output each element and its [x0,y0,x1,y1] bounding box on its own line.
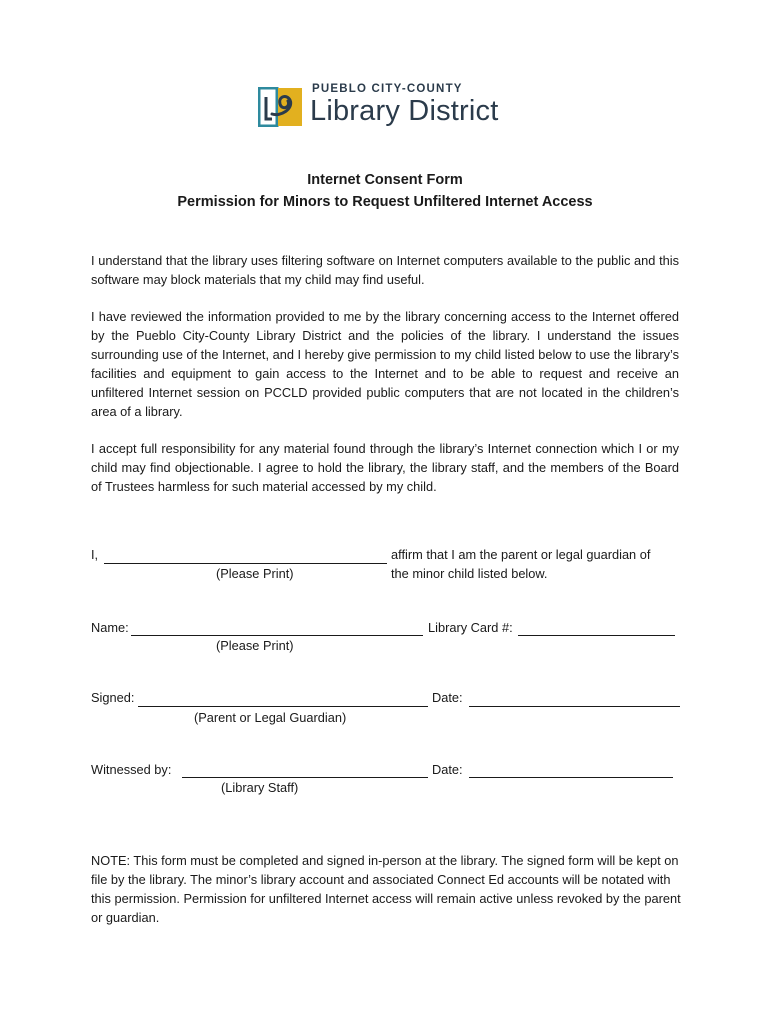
logo-text-main: Library District [310,95,499,127]
paragraph-responsibility: I accept full responsibility for any material found through the library’s Internet connection which I or my child may find objectionable. I agree to hold the library, the library staff, and the members of the Board of Trustees harmless for such material accessed by my child. [91,441,679,494]
affirm-prefix: I, [91,547,99,562]
library-card-field[interactable] [518,635,675,636]
note-paragraph: NOTE: This form must be completed and signed in-person at the library. The signed form will be kept on file by the library. The minor’s library account and associated Connect Ed accounts will be notated with this permission. Permission for unfiltered Internet access will remain active unless revoked by the parent or guardian. [91,853,681,925]
guardian-name-caption: (Please Print) [216,566,294,581]
witnessed-label: Witnessed by: [91,762,172,777]
affirm-text-line1: affirm that I am the parent or legal guardian of [391,547,651,562]
staff-signature-field[interactable] [182,777,428,778]
guardian-name-field[interactable] [104,563,387,564]
form-title: Internet Consent Form [307,172,463,188]
guardian-signature-caption: (Parent or Legal Guardian) [194,710,347,725]
library-logo-icon [258,87,304,127]
library-logo [258,83,528,133]
signed-date-label: Date: [432,690,463,705]
signed-date-field[interactable] [469,706,680,707]
staff-signature-caption: (Library Staff) [221,780,299,795]
paragraph-permission: I have reviewed the information provided to me by the library concerning access to the Internet offered by the Pueblo City-County Library District and the policies of the library. I understand the issues surrounding use of the Internet, and I hereby give permission to my child listed below to use the library’s facilities and equipment to gain access to the Internet and to be able to request and receive an unfiltered Internet session on PCCLD provided public computers that are not located in the children’s area of a library. [91,309,679,419]
witnessed-date-field[interactable] [469,777,673,778]
signed-label: Signed: [91,690,135,705]
child-name-caption: (Please Print) [216,638,294,653]
paragraph-filtering: I understand that the library uses filtering software on Internet computers available to the public and this software may block materials that my child may find useful. [91,253,679,287]
child-name-field[interactable] [131,635,423,636]
form-subtitle: Permission for Minors to Request Unfiltered Internet Access [177,194,593,210]
witnessed-date-label: Date: [432,762,463,777]
library-card-label: Library Card #: [428,620,513,635]
guardian-signature-field[interactable] [138,706,428,707]
child-name-label: Name: [91,620,129,635]
affirm-text-line2: the minor child listed below. [391,566,548,581]
logo-text-top: PUEBLO CITY-COUNTY [312,83,463,95]
